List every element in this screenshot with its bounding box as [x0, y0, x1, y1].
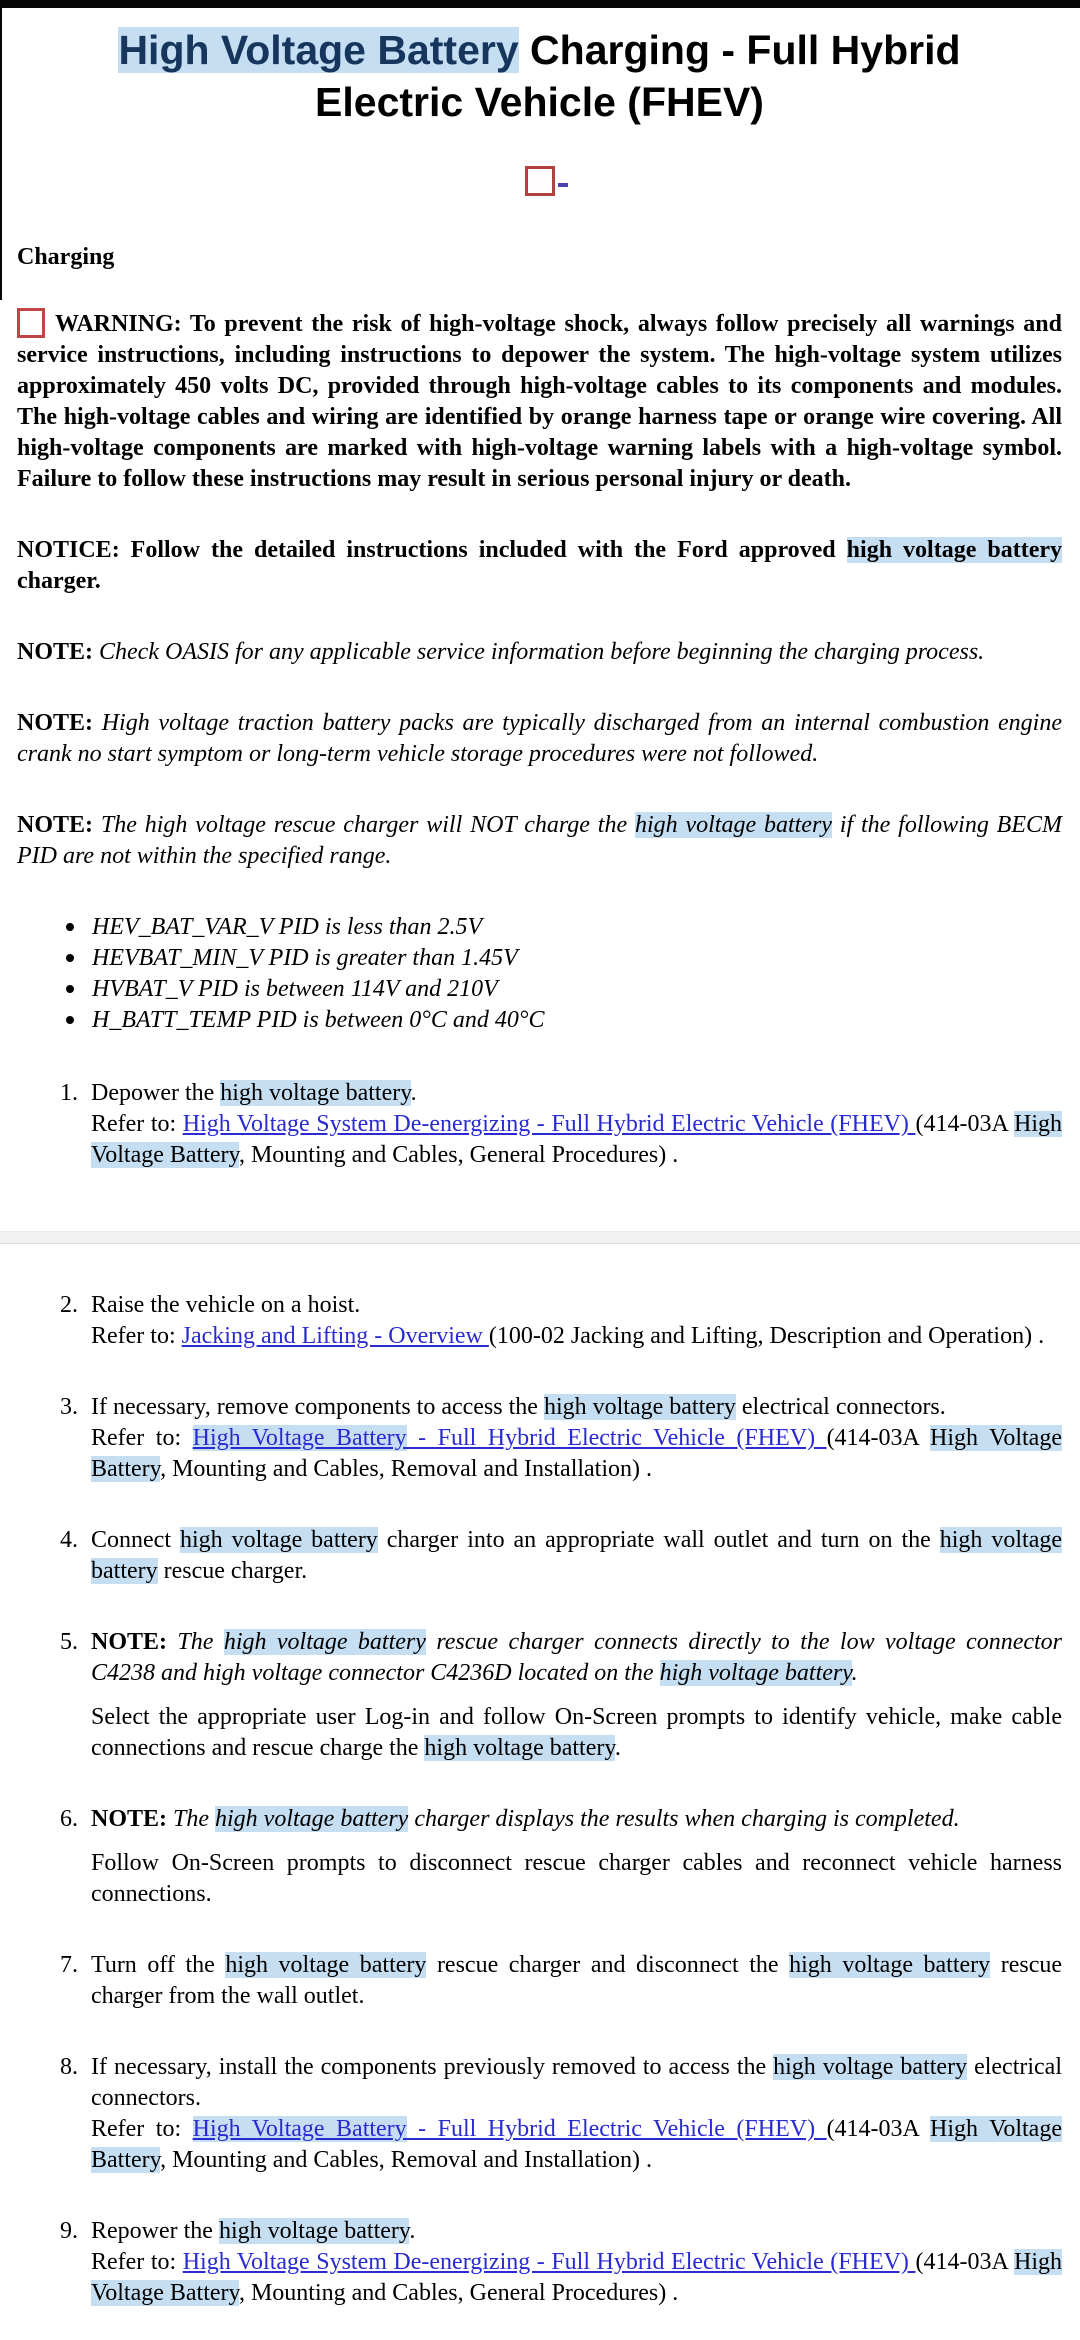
text-run: high voltage battery: [215, 1806, 409, 1832]
text-run: High Voltage Battery: [91, 2116, 1062, 2173]
step-body: [91, 1525, 1062, 1587]
text-run: High Voltage Battery: [91, 2249, 1062, 2306]
bullet-icon: [66, 985, 74, 993]
text-run: .: [851, 1660, 858, 1686]
broken-image-wrap: [525, 166, 555, 196]
text-run: .: [409, 2218, 416, 2244]
step-paragraph: [91, 2216, 1062, 2247]
text-run: NOTE:: [17, 710, 102, 736]
text-run: NOTE:: [17, 812, 101, 838]
text-run: Electric Vehicle (FHEV): [315, 79, 764, 125]
text-run: Refer to:: [91, 1425, 193, 1451]
step-number: 1.: [60, 1080, 78, 1106]
note-paragraph: [17, 637, 1062, 668]
text-run: Refer to:: [91, 1323, 182, 1349]
step-paragraph: [91, 1848, 1062, 1910]
reference-link[interactable]: High Voltage Battery: [192, 1425, 407, 1451]
step-paragraph: [91, 1423, 1062, 1485]
step-item: [60, 1525, 1062, 1587]
text-run: electrical connectors.: [91, 2054, 1062, 2111]
text-run: If necessary, install the components previously removed to access the: [91, 2054, 774, 2080]
text-run: H_BATT_TEMP PID is between 0°C and 40°C: [92, 1007, 545, 1033]
reference-link[interactable]: High Voltage Battery: [192, 2116, 407, 2142]
step-number: 8.: [60, 2054, 78, 2080]
text-run: electrical connectors.: [735, 1394, 946, 1420]
step-body: [91, 2216, 1062, 2309]
text-run: charger displays the results when charging is completed.: [408, 1806, 960, 1832]
step-paragraph: [91, 1525, 1062, 1587]
text-run: (414-03A: [915, 2249, 1014, 2275]
procedure-steps-page1: [17, 1078, 1062, 1171]
text-run: Select the appropriate user Log-in and follow On-Screen prompts to identify vehicle, make cable connections and rescue charge the: [91, 1704, 1062, 1761]
text-run: , Mounting and Cables, General Procedures) .: [238, 2280, 679, 2306]
step-paragraph: [91, 1627, 1062, 1689]
step-number: 3.: [60, 1394, 78, 1420]
bullet-item: [66, 912, 1062, 943]
text-run: NOTE:: [91, 1629, 178, 1655]
page-separator: [0, 1231, 1080, 1244]
text-run: HVBAT_V PID is between 114V and 210V: [92, 976, 498, 1002]
text-run: if the following BECM PID are not within the specified range.: [17, 812, 1062, 869]
text-run: Refer to:: [91, 2116, 193, 2142]
text-run: Refer to:: [91, 1111, 183, 1137]
step-number: 2.: [60, 1292, 78, 1318]
pid-bullet-list: [17, 912, 1062, 1036]
note-paragraph: [17, 708, 1062, 770]
step-body: [91, 2052, 1062, 2176]
step-body: [91, 1804, 1062, 1910]
text-run: High Voltage Battery: [118, 27, 519, 73]
note-paragraph: [17, 810, 1062, 872]
page-title: [17, 24, 1062, 128]
section-heading: Charging: [17, 244, 115, 270]
text-run: NOTE:: [91, 1806, 174, 1832]
step-item: [60, 2052, 1062, 2176]
step-paragraph: [91, 1702, 1062, 1764]
text-run: (414-03A: [915, 1111, 1014, 1137]
broken-image-placeholder[interactable]: [525, 166, 555, 196]
text-run: High Voltage Battery: [91, 1425, 1062, 1482]
text-run: high voltage battery: [846, 537, 1062, 563]
text-run: (414-03A: [826, 2116, 931, 2142]
text-run: , Mounting and Cables, Removal and Installation) .: [160, 1456, 653, 1482]
text-run: , Mounting and Cables, Removal and Installation) .: [160, 2147, 653, 2173]
step-item: [60, 1950, 1062, 2012]
step-item: [60, 1627, 1062, 1764]
reference-link[interactable]: High Voltage System De-energizing - Full Hybrid Electric Vehicle (FHEV): [182, 2249, 916, 2275]
notes-section: [17, 637, 1062, 872]
text-run: Depower the: [91, 1080, 221, 1106]
step-item: [60, 1290, 1062, 1352]
text-run: high voltage battery: [543, 1394, 736, 1420]
text-run: charger into an appropriate wall outlet and turn on the: [377, 1527, 940, 1553]
step-number: 5.: [60, 1629, 78, 1655]
step-body: [91, 1290, 1062, 1352]
text-run: Raise the vehicle on a hoist.: [91, 1292, 361, 1318]
text-run: Turn off the: [91, 1952, 226, 1978]
text-run: HEVBAT_MIN_V PID is greater than 1.45V: [92, 945, 518, 971]
document-page-2: [0, 1244, 1080, 2340]
text-run: WARNING: To prevent the risk of high-voltage shock, always follow precisely all warnings and service instructions, including instructions to depower the system. The high-voltage system utilizes approximately 450 volts DC, provided through high-voltage cables to its components and modules. The high-voltage cables and wiring are identified by orange harness tape or orange wire covering. All high-voltage components are marked with high-voltage warning labels with a high-voltage symbol. Failure to follow these instructions may result in serious personal injury or death.: [17, 311, 1062, 492]
text-run: high voltage battery: [91, 1527, 1063, 1584]
step-number: 7.: [60, 1952, 78, 1978]
text-run: (414-03A: [826, 1425, 931, 1451]
text-run: The high voltage rescue charger will NOT charge the: [100, 812, 635, 838]
step-item: [60, 1078, 1062, 1171]
step-paragraph: [91, 1392, 1062, 1423]
bullet-text: [92, 974, 498, 1005]
reference-link[interactable]: - Full Hybrid Electric Vehicle (FHEV): [406, 2116, 827, 2142]
bullet-item: [66, 943, 1062, 974]
page-title-line: [17, 24, 1062, 76]
step-paragraph: [91, 2114, 1062, 2176]
text-run: High Voltage Battery: [91, 1111, 1062, 1168]
text-run: .: [410, 1080, 417, 1106]
reference-link[interactable]: - Full Hybrid Electric Vehicle (FHEV): [406, 1425, 827, 1451]
bullet-item: [66, 974, 1062, 1005]
warning-text: [17, 311, 1062, 492]
step-body: [91, 1950, 1062, 2012]
warning-paragraph: [17, 308, 1062, 495]
warning-image-placeholder: [17, 308, 45, 338]
text-run: rescue charger connects directly to the low voltage connector C4238 and high voltage connector C4236D located on the: [91, 1629, 1063, 1686]
text-run: rescue charger and disconnect the: [426, 1952, 790, 1978]
text-run: high voltage battery: [634, 812, 832, 838]
text-run: high voltage battery: [773, 2054, 968, 2080]
text-run: HEV_BAT_VAR_V PID is less than 2.5V: [92, 914, 483, 940]
text-run: high voltage battery: [223, 1629, 426, 1655]
text-run: high voltage battery: [218, 2218, 410, 2244]
text-run: Refer to:: [91, 2249, 183, 2275]
text-run: Follow On-Screen prompts to disconnect rescue charger cables and reconnect vehicle harness connections.: [91, 1850, 1062, 1907]
step-paragraph: [91, 1950, 1062, 2012]
text-run: (100-02 Jacking and Lifting, Description and Operation) .: [488, 1323, 1045, 1349]
text-run: high voltage battery: [225, 1952, 427, 1978]
step-paragraph: [91, 1109, 1062, 1171]
text-run: If necessary, remove components to access the: [91, 1394, 544, 1420]
text-run: Check OASIS for any applicable service information before beginning the charging process.: [99, 639, 985, 665]
notice-paragraph: [17, 535, 1062, 597]
step-item: [60, 2216, 1062, 2309]
step-paragraph: [91, 1078, 1062, 1109]
text-run: High voltage traction battery packs are typically discharged from an internal combustion engine crank no start symptom or long-term vehicle storage procedures were not followed.: [17, 710, 1062, 767]
step-paragraph: [91, 1290, 1062, 1321]
step-number: 4.: [60, 1527, 78, 1553]
text-run: NOTICE: Follow the detailed instructions included with the Ford approved: [17, 537, 847, 563]
text-run: Charging - Full Hybrid: [518, 27, 961, 73]
image-link-dash: [558, 183, 568, 187]
step-paragraph: [91, 2247, 1062, 2309]
step-item: [60, 1392, 1062, 1485]
text-run: , Mounting and Cables, General Procedures) .: [238, 1142, 679, 1168]
reference-link[interactable]: High Voltage System De-energizing - Full Hybrid Electric Vehicle (FHEV): [182, 1111, 916, 1137]
step-body: [91, 1078, 1062, 1171]
text-run: Repower the: [91, 2218, 219, 2244]
bullet-text: [92, 912, 482, 943]
step-body: [91, 1627, 1062, 1764]
text-run: rescue charger.: [157, 1558, 308, 1584]
bullet-item: [66, 1005, 1062, 1036]
text-run: The: [173, 1806, 216, 1832]
text-run: charger.: [17, 568, 101, 594]
bullet-icon: [66, 923, 74, 931]
text-run: .: [614, 1735, 621, 1761]
bullet-text: [92, 943, 518, 974]
bullet-icon: [66, 1016, 74, 1024]
step-paragraph: [91, 1321, 1062, 1352]
step-body: [91, 1392, 1062, 1485]
text-run: high voltage battery: [220, 1080, 411, 1106]
text-run: high voltage battery: [659, 1660, 852, 1686]
step-item: [60, 1804, 1062, 1910]
left-edge-line: [0, 0, 2, 300]
text-run: high voltage battery: [424, 1735, 615, 1761]
text-run: Connect: [91, 1527, 180, 1553]
text-run: NOTE:: [17, 639, 100, 665]
top-bar: [0, 0, 1080, 8]
procedure-steps-page2: [17, 1290, 1062, 2309]
bullet-text: [92, 1005, 545, 1036]
page-title-line: [17, 76, 1062, 128]
bullet-icon: [66, 954, 74, 962]
text-run: high voltage battery: [179, 1527, 378, 1553]
text-run: high voltage battery: [789, 1952, 991, 1978]
text-run: The: [177, 1629, 224, 1655]
text-run: rescue charger from the wall outlet.: [91, 1952, 1062, 2009]
reference-link[interactable]: Jacking and Lifting - Overview: [181, 1323, 489, 1349]
step-paragraph: [91, 1804, 1062, 1835]
step-paragraph: [91, 2052, 1062, 2114]
step-number: 6.: [60, 1806, 78, 1832]
step-number: 9.: [60, 2218, 78, 2244]
